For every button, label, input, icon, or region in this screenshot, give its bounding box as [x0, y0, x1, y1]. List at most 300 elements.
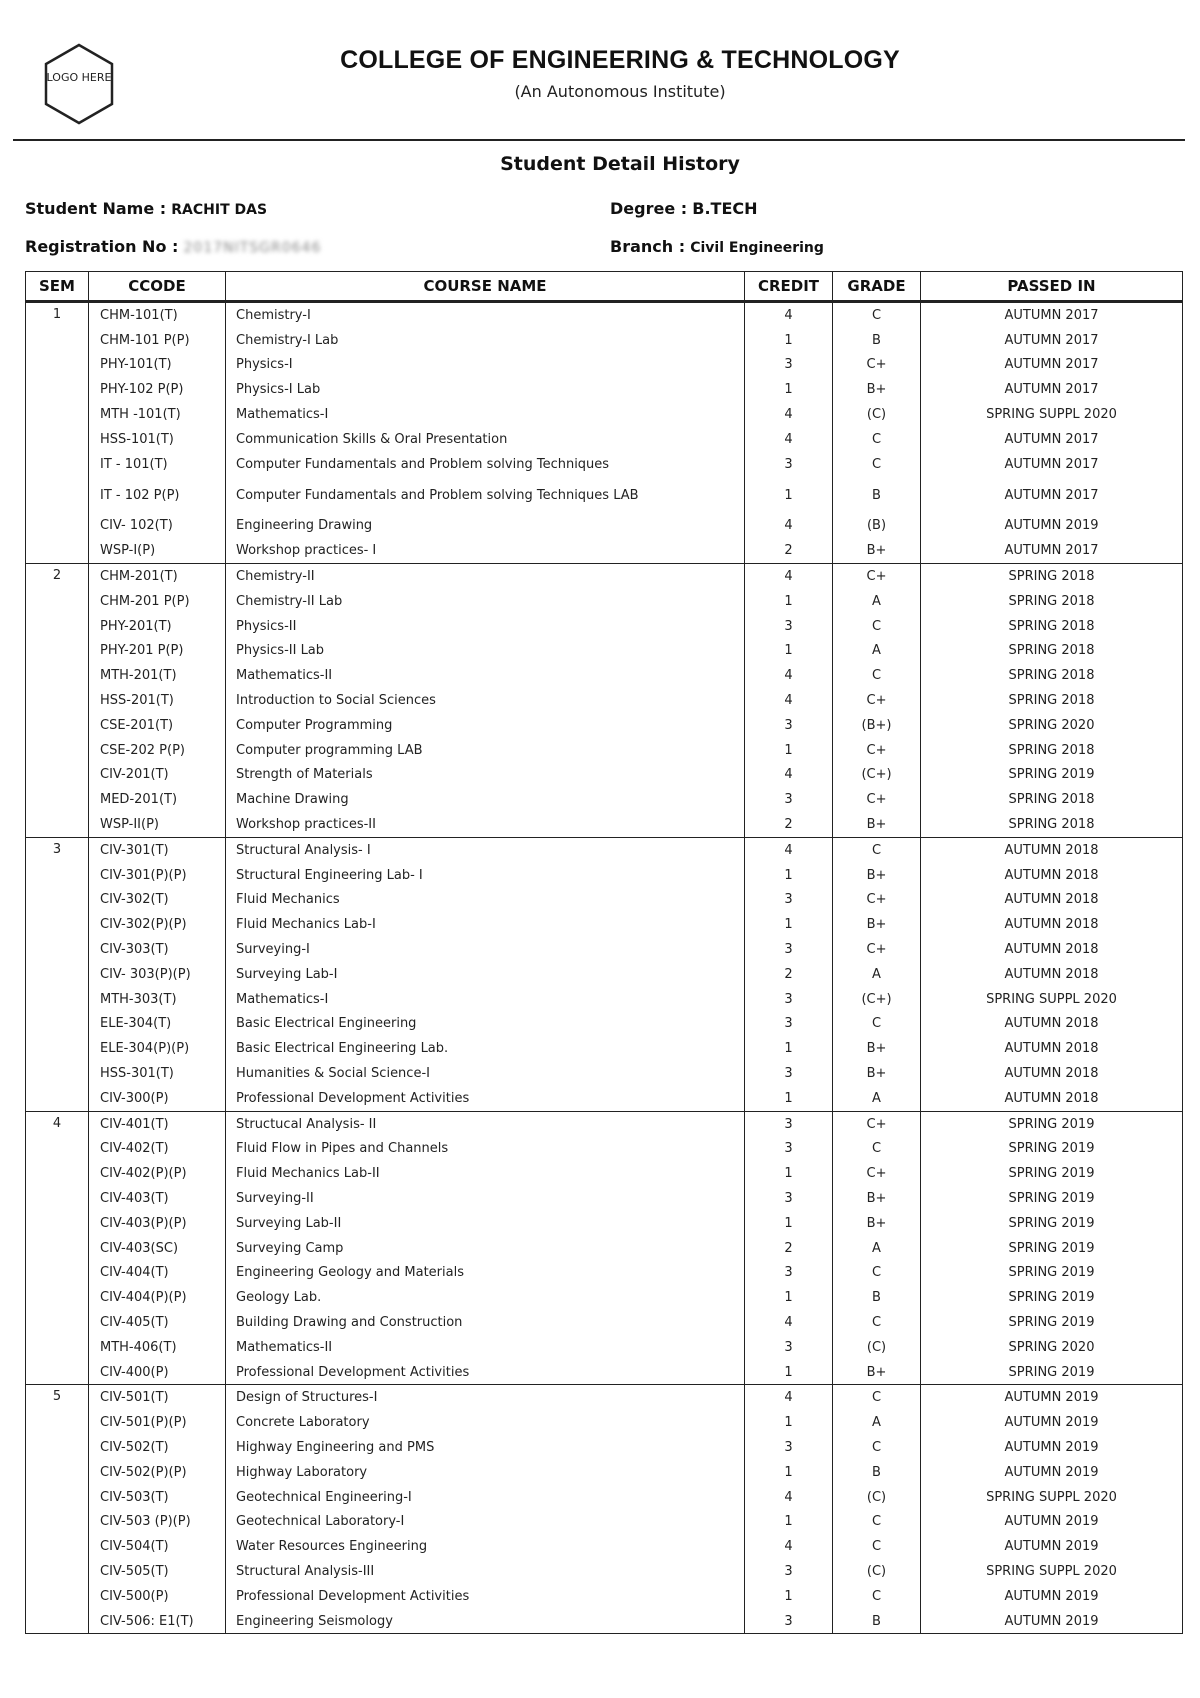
course-passed-in: AUTUMN 2018	[921, 1036, 1183, 1061]
table-row	[26, 713, 1183, 738]
student-name-label: Student Name :	[25, 199, 167, 218]
course-credit: 2	[745, 1236, 833, 1261]
course-passed-in: SPRING SUPPL 2020	[921, 1485, 1183, 1510]
course-name: Basic Electrical Engineering Lab.	[226, 1036, 745, 1061]
header-divider	[13, 139, 1185, 141]
table-row	[26, 1534, 1183, 1559]
course-name: Physics-II	[226, 614, 745, 639]
course-code: IT - 102 P(P)	[89, 477, 226, 514]
table-row	[26, 738, 1183, 763]
course-passed-in: SPRING 2018	[921, 738, 1183, 763]
course-passed-in: AUTUMN 2017	[921, 328, 1183, 353]
course-name: Physics-I	[226, 353, 745, 378]
course-credit: 4	[745, 1485, 833, 1510]
course-passed-in: AUTUMN 2019	[921, 1385, 1183, 1410]
course-grade: C	[833, 1584, 921, 1609]
course-credit: 1	[745, 1360, 833, 1385]
course-passed-in: SPRING 2018	[921, 589, 1183, 614]
branch-value: Civil Engineering	[690, 240, 824, 256]
course-code: CIV-404(T)	[89, 1260, 226, 1285]
course-code: ELE-304(P)(P)	[89, 1036, 226, 1061]
course-grade: A	[833, 962, 921, 987]
table-row	[26, 1460, 1183, 1485]
course-credit: 4	[745, 763, 833, 788]
course-passed-in: SPRING 2018	[921, 639, 1183, 664]
course-grade: C	[833, 663, 921, 688]
course-code: CHM-201(T)	[89, 564, 226, 589]
table-row	[26, 1609, 1183, 1634]
course-passed-in: SPRING SUPPL 2020	[921, 987, 1183, 1012]
registration-value-redacted: 2017NITSGR0646	[183, 240, 322, 256]
degree-field	[610, 199, 758, 218]
course-code: MTH -101(T)	[89, 402, 226, 427]
table-row	[26, 837, 1183, 862]
course-grade: (C+)	[833, 987, 921, 1012]
course-name: Workshop practices- I	[226, 538, 745, 563]
table-row	[26, 1036, 1183, 1061]
course-grade: A	[833, 1236, 921, 1261]
course-passed-in: SPRING 2019	[921, 1285, 1183, 1310]
course-credit: 1	[745, 738, 833, 763]
course-credit: 3	[745, 1186, 833, 1211]
course-grade: A	[833, 589, 921, 614]
course-name: Professional Development Activities	[226, 1584, 745, 1609]
course-name: Introduction to Social Sciences	[226, 688, 745, 713]
table-row	[26, 1086, 1183, 1111]
course-name: Mathematics-I	[226, 987, 745, 1012]
course-code: WSP-I(P)	[89, 538, 226, 563]
table-row	[26, 1211, 1183, 1236]
semester-group	[26, 1385, 1183, 1634]
course-grade: C+	[833, 787, 921, 812]
semester-number: 1	[26, 302, 89, 564]
course-credit: 3	[745, 1559, 833, 1584]
column-header-passed-in: PASSED IN	[921, 272, 1183, 302]
course-grade: A	[833, 1410, 921, 1435]
course-code: IT - 101(T)	[89, 452, 226, 477]
course-passed-in: AUTUMN 2017	[921, 452, 1183, 477]
table-row	[26, 763, 1183, 788]
table-row	[26, 614, 1183, 639]
course-name: Professional Development Activities	[226, 1086, 745, 1111]
course-name: Engineering Seismology	[226, 1609, 745, 1634]
course-credit: 3	[745, 1435, 833, 1460]
table-row	[26, 639, 1183, 664]
branch-label: Branch :	[610, 237, 686, 256]
course-passed-in: AUTUMN 2018	[921, 962, 1183, 987]
course-code: CIV-505(T)	[89, 1559, 226, 1584]
table-row	[26, 863, 1183, 888]
table-row	[26, 688, 1183, 713]
semester-number: 5	[26, 1385, 89, 1634]
course-code: CIV- 102(T)	[89, 514, 226, 539]
course-code: CIV-500(P)	[89, 1584, 226, 1609]
course-credit: 1	[745, 1509, 833, 1534]
course-code: MED-201(T)	[89, 787, 226, 812]
course-credit: 3	[745, 987, 833, 1012]
course-name: Chemistry-I	[226, 302, 745, 328]
course-code: CIV- 303(P)(P)	[89, 962, 226, 987]
table-row	[26, 452, 1183, 477]
course-name: Mathematics-II	[226, 663, 745, 688]
course-grade: B+	[833, 912, 921, 937]
course-code: CHM-201 P(P)	[89, 589, 226, 614]
course-passed-in: AUTUMN 2018	[921, 1061, 1183, 1086]
course-code: CSE-202 P(P)	[89, 738, 226, 763]
course-code: WSP-II(P)	[89, 812, 226, 837]
degree-value: B.TECH	[692, 199, 758, 218]
course-passed-in: AUTUMN 2019	[921, 1609, 1183, 1634]
course-passed-in: SPRING 2019	[921, 1310, 1183, 1335]
course-name: Basic Electrical Engineering	[226, 1012, 745, 1037]
course-credit: 3	[745, 1061, 833, 1086]
course-name: Computer Fundamentals and Problem solving Techniques LAB	[226, 477, 745, 514]
table-row	[26, 912, 1183, 937]
course-grade: C	[833, 1385, 921, 1410]
college-name: COLLEGE OF ENGINEERING & TECHNOLOGY	[340, 46, 900, 74]
course-credit: 1	[745, 377, 833, 402]
college-subtitle: (An Autonomous Institute)	[514, 82, 726, 101]
course-credit: 4	[745, 427, 833, 452]
semester-group	[26, 302, 1183, 564]
course-code: MTH-303(T)	[89, 987, 226, 1012]
course-grade: C	[833, 614, 921, 639]
course-passed-in: SPRING 2019	[921, 1111, 1183, 1136]
course-grade: C+	[833, 564, 921, 589]
course-credit: 1	[745, 1460, 833, 1485]
course-credit: 4	[745, 514, 833, 539]
course-passed-in: AUTUMN 2018	[921, 888, 1183, 913]
course-credit: 1	[745, 328, 833, 353]
course-passed-in: AUTUMN 2017	[921, 477, 1183, 514]
course-name: Geotechnical Engineering-I	[226, 1485, 745, 1510]
course-grade: (C)	[833, 402, 921, 427]
course-name: Building Drawing and Construction	[226, 1310, 745, 1335]
course-code: HSS-201(T)	[89, 688, 226, 713]
course-credit: 3	[745, 787, 833, 812]
course-code: PHY-201 P(P)	[89, 639, 226, 664]
course-name: Structural Analysis-III	[226, 1559, 745, 1584]
column-header-ccode: CCODE	[89, 272, 226, 302]
course-passed-in: SPRING 2018	[921, 787, 1183, 812]
course-passed-in: AUTUMN 2019	[921, 1460, 1183, 1485]
course-name: Engineering Drawing	[226, 514, 745, 539]
course-credit: 1	[745, 1211, 833, 1236]
course-name: Highway Laboratory	[226, 1460, 745, 1485]
course-passed-in: SPRING 2018	[921, 688, 1183, 713]
course-code: CIV-302(T)	[89, 888, 226, 913]
course-name: Structural Analysis- I	[226, 837, 745, 862]
course-credit: 2	[745, 812, 833, 837]
course-passed-in: SPRING 2019	[921, 1360, 1183, 1385]
course-grade: (C+)	[833, 763, 921, 788]
course-name: Computer programming LAB	[226, 738, 745, 763]
course-credit: 3	[745, 1012, 833, 1037]
table-row	[26, 427, 1183, 452]
course-name: Fluid Mechanics	[226, 888, 745, 913]
course-code: CHM-101 P(P)	[89, 328, 226, 353]
table-row	[26, 564, 1183, 589]
degree-label: Degree :	[610, 199, 688, 218]
course-passed-in: AUTUMN 2019	[921, 1509, 1183, 1534]
course-passed-in: SPRING 2019	[921, 1236, 1183, 1261]
course-grade: C	[833, 1310, 921, 1335]
course-name: Surveying Lab-II	[226, 1211, 745, 1236]
course-code: CIV-403(SC)	[89, 1236, 226, 1261]
course-credit: 3	[745, 614, 833, 639]
course-grade: A	[833, 639, 921, 664]
course-credit: 4	[745, 1534, 833, 1559]
table-row	[26, 302, 1183, 328]
course-passed-in: AUTUMN 2017	[921, 302, 1183, 328]
table-row	[26, 812, 1183, 837]
course-credit: 4	[745, 688, 833, 713]
column-header-grade: GRADE	[833, 272, 921, 302]
course-grade: B	[833, 477, 921, 514]
table-row	[26, 1584, 1183, 1609]
table-row	[26, 1012, 1183, 1037]
table-row	[26, 377, 1183, 402]
course-grade: C	[833, 427, 921, 452]
course-grade: B+	[833, 1360, 921, 1385]
course-grade: C+	[833, 688, 921, 713]
course-name: Highway Engineering and PMS	[226, 1435, 745, 1460]
course-code: CSE-201(T)	[89, 713, 226, 738]
grades-table	[25, 271, 1183, 1634]
course-code: CIV-506: E1(T)	[89, 1609, 226, 1634]
course-grade: C+	[833, 738, 921, 763]
course-name: Fluid Mechanics Lab-I	[226, 912, 745, 937]
course-grade: B+	[833, 1186, 921, 1211]
column-header-course-name: COURSE NAME	[226, 272, 745, 302]
course-name: Physics-I Lab	[226, 377, 745, 402]
course-passed-in: SPRING SUPPL 2020	[921, 402, 1183, 427]
course-code: CIV-503 (P)(P)	[89, 1509, 226, 1534]
course-credit: 4	[745, 402, 833, 427]
course-grade: (C)	[833, 1335, 921, 1360]
course-grade: C	[833, 1137, 921, 1162]
course-credit: 3	[745, 713, 833, 738]
course-credit: 3	[745, 1260, 833, 1285]
table-header-row	[26, 272, 1183, 302]
course-credit: 3	[745, 1609, 833, 1634]
course-code: CIV-403(T)	[89, 1186, 226, 1211]
table-row	[26, 1260, 1183, 1285]
course-code: MTH-406(T)	[89, 1335, 226, 1360]
course-grade: C	[833, 1435, 921, 1460]
course-name: Surveying Camp	[226, 1236, 745, 1261]
course-code: CIV-502(P)(P)	[89, 1460, 226, 1485]
table-row	[26, 1161, 1183, 1186]
course-grade: B	[833, 328, 921, 353]
course-grade: C	[833, 1534, 921, 1559]
course-code: PHY-201(T)	[89, 614, 226, 639]
table-row	[26, 1559, 1183, 1584]
course-grade: (B)	[833, 514, 921, 539]
course-grade: C+	[833, 353, 921, 378]
student-name-value: RACHIT DAS	[171, 202, 268, 218]
table-row	[26, 1310, 1183, 1335]
college-logo	[42, 42, 116, 126]
course-grade: (C)	[833, 1559, 921, 1584]
course-code: CIV-504(T)	[89, 1534, 226, 1559]
course-grade: C	[833, 452, 921, 477]
semester-number: 2	[26, 564, 89, 838]
course-name: Fluid Flow in Pipes and Channels	[226, 1137, 745, 1162]
table-row	[26, 477, 1183, 514]
registration-label: Registration No :	[25, 237, 179, 256]
course-passed-in: SPRING 2018	[921, 614, 1183, 639]
course-passed-in: SPRING 2020	[921, 1335, 1183, 1360]
table-row	[26, 1236, 1183, 1261]
course-grade: B+	[833, 863, 921, 888]
course-grade: C	[833, 302, 921, 328]
table-row	[26, 1186, 1183, 1211]
document-title: Student Detail History	[500, 153, 740, 175]
course-name: Surveying-I	[226, 937, 745, 962]
course-credit: 4	[745, 564, 833, 589]
course-name: Geotechnical Laboratory-I	[226, 1509, 745, 1534]
table-row	[26, 1285, 1183, 1310]
table-row	[26, 514, 1183, 539]
table-row	[26, 1137, 1183, 1162]
course-passed-in: SPRING 2018	[921, 663, 1183, 688]
course-passed-in: SPRING 2019	[921, 1260, 1183, 1285]
table-row	[26, 1360, 1183, 1385]
course-name: Water Resources Engineering	[226, 1534, 745, 1559]
course-code: CIV-301(P)(P)	[89, 863, 226, 888]
course-credit: 4	[745, 302, 833, 328]
course-credit: 1	[745, 639, 833, 664]
course-passed-in: SPRING 2019	[921, 1211, 1183, 1236]
course-passed-in: AUTUMN 2017	[921, 353, 1183, 378]
course-name: Computer Programming	[226, 713, 745, 738]
table-row	[26, 1410, 1183, 1435]
course-credit: 4	[745, 1385, 833, 1410]
course-grade: B+	[833, 1211, 921, 1236]
course-code: CIV-403(P)(P)	[89, 1211, 226, 1236]
course-code: CIV-405(T)	[89, 1310, 226, 1335]
course-passed-in: SPRING 2019	[921, 1161, 1183, 1186]
table-row	[26, 1485, 1183, 1510]
course-grade: A	[833, 1086, 921, 1111]
course-grade: B	[833, 1285, 921, 1310]
course-passed-in: AUTUMN 2017	[921, 427, 1183, 452]
table-row	[26, 1385, 1183, 1410]
table-row	[26, 1061, 1183, 1086]
course-code: CIV-201(T)	[89, 763, 226, 788]
course-passed-in: SPRING 2019	[921, 1137, 1183, 1162]
course-code: HSS-101(T)	[89, 427, 226, 452]
course-credit: 3	[745, 1335, 833, 1360]
table-row	[26, 663, 1183, 688]
table-row	[26, 538, 1183, 563]
semester-number: 3	[26, 837, 89, 1111]
course-code: CIV-302(P)(P)	[89, 912, 226, 937]
table-row	[26, 962, 1183, 987]
branch-field	[610, 237, 824, 256]
course-passed-in: AUTUMN 2019	[921, 1534, 1183, 1559]
course-passed-in: SPRING 2018	[921, 812, 1183, 837]
course-code: PHY-102 P(P)	[89, 377, 226, 402]
course-passed-in: AUTUMN 2018	[921, 863, 1183, 888]
course-credit: 1	[745, 1285, 833, 1310]
table-row	[26, 1435, 1183, 1460]
course-credit: 1	[745, 1036, 833, 1061]
course-grade: C	[833, 837, 921, 862]
course-grade: C+	[833, 888, 921, 913]
course-grade: C+	[833, 1161, 921, 1186]
course-name: Workshop practices-II	[226, 812, 745, 837]
course-code: CHM-101(T)	[89, 302, 226, 328]
course-code: CIV-503(T)	[89, 1485, 226, 1510]
course-code: HSS-301(T)	[89, 1061, 226, 1086]
table-row	[26, 328, 1183, 353]
course-grade: B+	[833, 377, 921, 402]
course-name: Chemistry-II Lab	[226, 589, 745, 614]
course-grade: C	[833, 1260, 921, 1285]
course-code: MTH-201(T)	[89, 663, 226, 688]
course-passed-in: SPRING 2018	[921, 564, 1183, 589]
table-row	[26, 1335, 1183, 1360]
course-credit: 2	[745, 962, 833, 987]
course-grade: C+	[833, 1111, 921, 1136]
course-passed-in: AUTUMN 2018	[921, 937, 1183, 962]
course-code: ELE-304(T)	[89, 1012, 226, 1037]
course-name: Surveying-II	[226, 1186, 745, 1211]
course-passed-in: AUTUMN 2019	[921, 1410, 1183, 1435]
semester-group	[26, 1111, 1183, 1385]
course-credit: 4	[745, 837, 833, 862]
course-passed-in: SPRING 2020	[921, 713, 1183, 738]
course-credit: 3	[745, 1137, 833, 1162]
registration-field	[25, 237, 321, 256]
semester-number: 4	[26, 1111, 89, 1385]
course-passed-in: AUTUMN 2017	[921, 538, 1183, 563]
course-grade: C+	[833, 937, 921, 962]
course-code: CIV-300(P)	[89, 1086, 226, 1111]
course-name: Chemistry-II	[226, 564, 745, 589]
course-name: Computer Fundamentals and Problem solving Techniques	[226, 452, 745, 477]
course-passed-in: AUTUMN 2017	[921, 377, 1183, 402]
course-credit: 1	[745, 1086, 833, 1111]
course-name: Communication Skills & Oral Presentation	[226, 427, 745, 452]
course-passed-in: AUTUMN 2018	[921, 1086, 1183, 1111]
course-passed-in: AUTUMN 2019	[921, 1584, 1183, 1609]
course-code: CIV-402(T)	[89, 1137, 226, 1162]
course-passed-in: AUTUMN 2019	[921, 514, 1183, 539]
course-name: Design of Structures-I	[226, 1385, 745, 1410]
table-row	[26, 787, 1183, 812]
column-header-credit: CREDIT	[745, 272, 833, 302]
course-credit: 1	[745, 912, 833, 937]
table-row	[26, 1111, 1183, 1136]
course-grade: B+	[833, 538, 921, 563]
course-credit: 3	[745, 937, 833, 962]
course-name: Fluid Mechanics Lab-II	[226, 1161, 745, 1186]
course-credit: 3	[745, 1111, 833, 1136]
course-credit: 1	[745, 589, 833, 614]
course-credit: 3	[745, 353, 833, 378]
course-code: CIV-501(P)(P)	[89, 1410, 226, 1435]
course-name: Structucal Analysis- II	[226, 1111, 745, 1136]
course-grade: B	[833, 1460, 921, 1485]
course-passed-in: AUTUMN 2018	[921, 912, 1183, 937]
course-code: CIV-502(T)	[89, 1435, 226, 1460]
course-name: Structural Engineering Lab- I	[226, 863, 745, 888]
course-credit: 4	[745, 663, 833, 688]
course-credit: 2	[745, 538, 833, 563]
